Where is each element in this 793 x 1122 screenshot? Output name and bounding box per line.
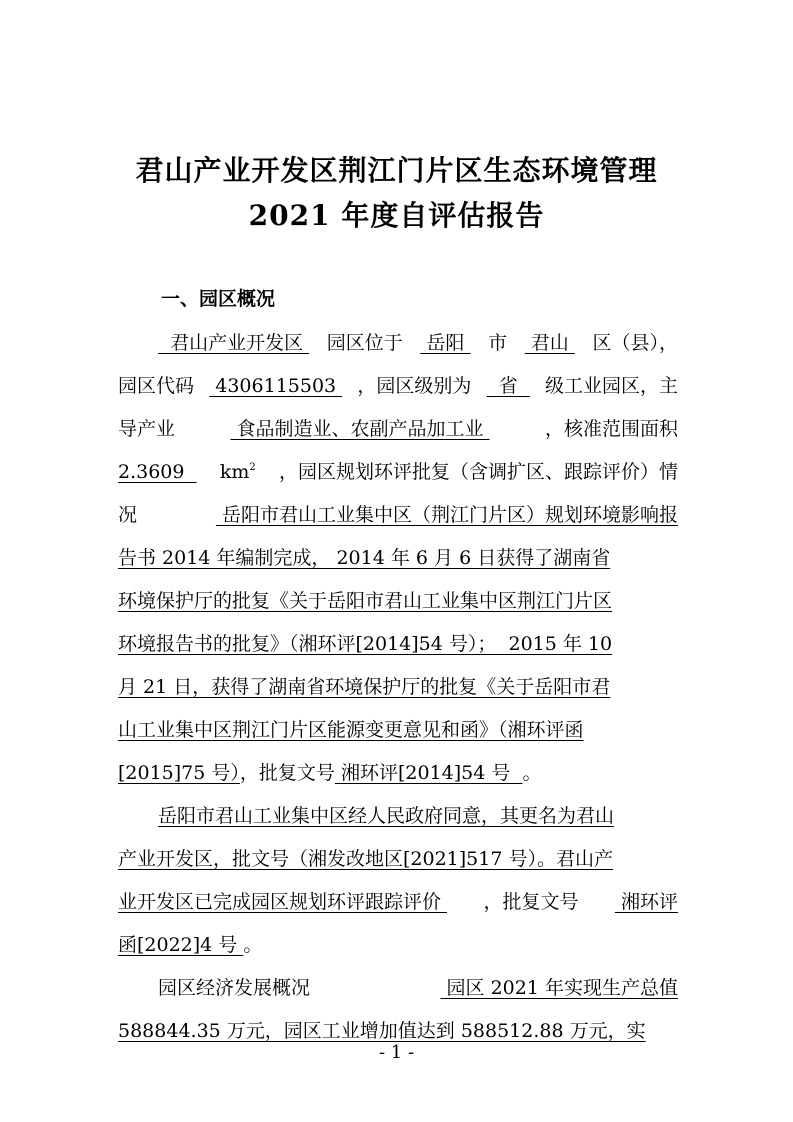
text-segment: 岳阳市君山工业集中区经人民政府同意，其更名为君山 (158, 805, 615, 827)
body-line (118, 498, 678, 532)
text-segment: 山工业集中区荆江门片区能源变更意见和函》（湘环评函 (118, 719, 584, 741)
body-line (118, 885, 678, 919)
text-segment: 区（县）， (592, 332, 678, 354)
body-line (118, 541, 678, 575)
text-segment: 湘环评[2014]54 号 (334, 762, 523, 784)
text-segment: ，核准范围面积 (544, 418, 678, 440)
text-segment: ，批复文号 (239, 762, 335, 784)
body-line (118, 799, 678, 833)
text-segment: 4306115503 (209, 375, 343, 397)
unit-group (220, 455, 256, 489)
text-segment: 函[2022]4 号 (118, 934, 244, 956)
text-segment: 况 (118, 504, 138, 526)
document-title-line-2: 2021 年度自评估报告 (248, 199, 545, 232)
text-segment: 588844.35 万元，园区工业增加值达到 588512.88 万元，实 (118, 1020, 646, 1042)
text-segment: ，园区规划环评批复（含调扩区、跟踪评价）情 (278, 461, 678, 483)
text-segment: km (219, 461, 250, 483)
text-segment: 导产业 (118, 418, 176, 440)
text-segment: 园区经济发展概况 (158, 977, 311, 999)
text-segment: 。 (243, 934, 263, 956)
text-segment: 园区代码 (118, 375, 195, 397)
text-segment: 市 (488, 332, 508, 354)
text-segment: 环境报告书的批复》（湘环评[2014]54 号）； 2015 年 10 (118, 633, 613, 655)
body-line (118, 928, 678, 962)
text-segment: 业开发区已完成园区规划环评跟踪评价 (118, 891, 448, 913)
text-segment: [2015]75 号） (118, 762, 240, 784)
body-line (118, 369, 678, 403)
section-heading: 一、园区概况 (161, 288, 276, 310)
text-segment: 2 (249, 462, 256, 473)
text-segment: 湘环评 (614, 891, 678, 913)
text-segment: ，园区级别为 (357, 375, 472, 397)
document-title-line-1: 君山产业开发区荆江门片区生态环境管理 (135, 154, 658, 187)
body-line (118, 670, 678, 704)
text-segment: ，批复文号 (483, 891, 579, 913)
body-line (118, 713, 678, 747)
body-line (118, 842, 678, 876)
body-line (118, 326, 678, 360)
text-segment: 食品制造业、农副产品加工业 (230, 418, 490, 440)
text-segment: 岳阳 (420, 332, 471, 354)
text-segment: 告书 2014 年编制完成， 2014 年 6 月 6 日获得了湖南省 (118, 547, 611, 569)
text-segment: 君山产业开发区 (158, 332, 310, 354)
text-segment: 省 (486, 375, 530, 397)
text-segment: 产业开发区，批文号（湘发改地区[2021]517 号）。君山产 (118, 848, 613, 870)
text-segment: 。 (522, 762, 542, 784)
body-line (118, 584, 678, 618)
page-number: - 1 - (378, 1042, 415, 1063)
text-segment: 岳阳市君山工业集中区（荆江门片区）规划环境影响报 (215, 504, 678, 526)
body-line (118, 756, 678, 790)
text-segment: 园区 2021 年实现生产总值 (440, 977, 678, 999)
text-segment: 级工业园区，主 (544, 375, 678, 397)
text-segment: 园区位于 (326, 332, 403, 354)
body-line (118, 455, 678, 489)
text-segment: 环境保护厅的批复《关于岳阳市君山工业集中区荆江门片区 (118, 590, 613, 612)
body-line (118, 627, 678, 661)
text-segment: 君山 (524, 332, 575, 354)
text-segment: 月 21 日，获得了湖南省环境保护厅的批复《关于岳阳市君 (118, 676, 611, 698)
body-line (118, 971, 678, 1005)
body-line (118, 412, 678, 446)
text-segment: 2.3609 (118, 461, 197, 483)
